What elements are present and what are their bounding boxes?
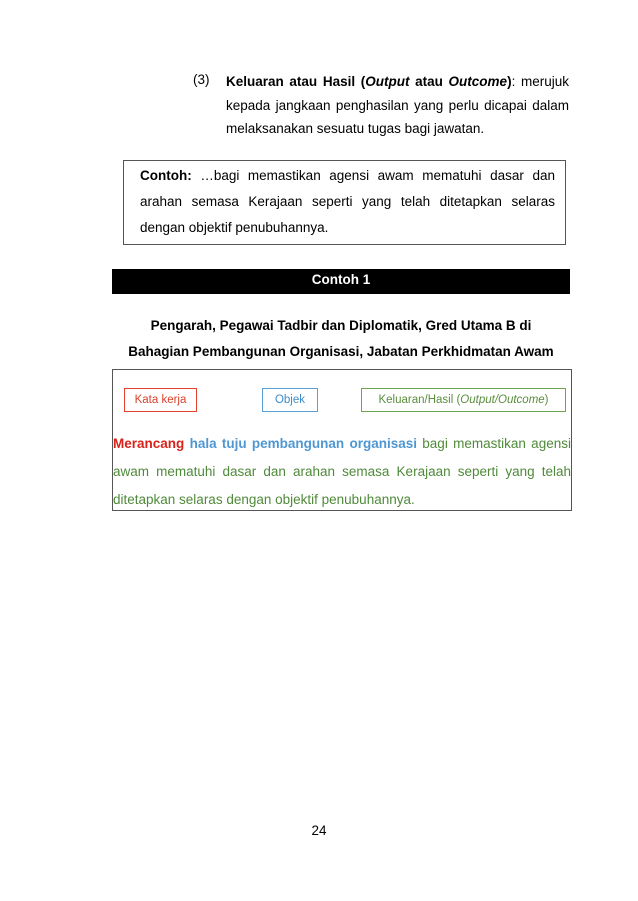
example-verb: Merancang [113, 436, 185, 451]
heading-part: atau [409, 74, 449, 89]
legend-output-tag [361, 388, 566, 412]
heading-italic-outcome: Outcome [448, 74, 508, 89]
legend-output-suffix: ) [544, 394, 549, 406]
legend-output-italic: Output/Outcome [460, 394, 545, 406]
position-title-line1: Pengarah, Pegawai Tadbir dan Diplomatik, Gred Utama B di [150, 318, 532, 333]
legend-verb-tag: Kata kerja [124, 388, 197, 412]
example-object: hala tuju pembangunan organisasi [189, 436, 417, 451]
item-body: : merujuk kepada jangkaan penghasilan yang perlu dicapai dalam melaksanakan sesuatu tugas bagi jawatan. [226, 74, 569, 136]
contoh-text: …bagi memastikan agensi awam mematuhi dasar dan arahan semasa Kerajaan seperti yang telah ditetapkan selaras dengan objektif penubuhannya. [140, 168, 555, 235]
position-title-line2: Bahagian Pembangunan Organisasi, Jabatan Perkhidmatan Awam [128, 344, 554, 359]
example-box [112, 369, 572, 511]
legend-output-prefix: Keluaran/Hasil ( [378, 394, 461, 406]
item-heading [226, 74, 512, 89]
heading-part: Keluaran atau Hasil ( [226, 74, 366, 89]
contoh-label: Contoh: [140, 168, 192, 183]
example-banner: Contoh 1 [112, 269, 570, 294]
heading-italic-output: Output [365, 74, 410, 89]
item-text [226, 70, 569, 141]
legend-object-tag: Objek [262, 388, 318, 412]
page-number: 24 [311, 823, 327, 838]
example-sentence [113, 430, 571, 514]
example-output: bagi memastikan agensi awam mematuhi dasar dan arahan semasa Kerajaan seperti yang telah ditetapkan selaras dengan objektif penubuhannya. [113, 436, 571, 507]
heading-part: ) [507, 74, 512, 89]
contoh-box [123, 160, 566, 245]
item-number: (3) [193, 72, 210, 87]
